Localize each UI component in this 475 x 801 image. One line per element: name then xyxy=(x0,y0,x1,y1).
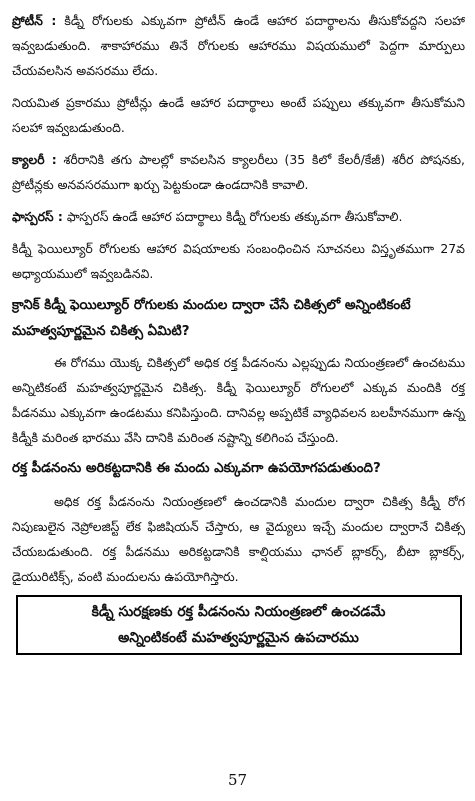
calorie-term: క్యాలరీ : xyxy=(12,152,57,167)
calorie-paragraph xyxy=(12,147,465,197)
phosphorus-text: ఫాస్పరస్ ఉండే ఆహార పదార్థాలు కిడ్నీ రోగులకు తక్కువగా తీసుకోవాలి. xyxy=(62,209,403,224)
bp-control-paragraph: ఈ రోగము యొక్క చికిత్సలో అధిక రక్త పీడనంను ఎల్లప్పుడు నియంత్రణలో ఉంచటము అన్నిటికంటే మహత్వపూర్ణమైన చికిత్స. కిడ్నీ ఫెయిల్యూర్ రోగులలో ఎక్కువ మందికి రక్త పీడనము ఎక్కువగా ఉండటము కనిపిస్తుంది. దానివల్ల అప్పటికే వ్యాధివలన బలహీనముగా ఉన్న కిడ్నీకి మరింత భారము వేసి దానికి మరింత నష్టాన్ని కలిగింప చేస్తుంది. xyxy=(12,355,465,445)
calorie-text: శరీరానికి తగు పాలల్లో కావలసిన క్యాలరీలు (35 కిలో కేలరీ/కేజీ) శరీర పోషనకు, ప్రోటీన్లకు అనవసరముగా ఖర్చు పెట్టకుండా ఉండదానికి కావాలి. xyxy=(12,152,465,192)
key-message-line-1: కిడ్నీ సురక్షణకు రక్త పీడనంను నియంత్రణలో ఉంచడమే xyxy=(91,604,386,620)
diet-reference-paragraph: కిడ్నీ ఫెయిల్యూర్ రోగులకు ఆహార విషయాలకు సంబంధించిన సూచనలు విస్తృతముగా 27వ అధ్యాయములో ఇవ్వబడినవి. xyxy=(12,241,465,281)
key-message-line-2: అన్నింటికంటే మహత్వపూర్ణమైన ఉపచారము xyxy=(118,630,359,646)
bp-medicine-question-heading: రక్త పీడనంను అరికట్టదానికి ఈ మందు ఎక్కువగా ఉపయోగపడుతుంది? xyxy=(12,461,381,476)
phosphorus-paragraph xyxy=(12,204,465,229)
key-message-box xyxy=(16,595,462,655)
page-number: 57 xyxy=(227,771,248,789)
bp-medicines-paragraph: అధిక రక్త పీడనంను నియంత్రణలో ఉంచడానికి మందుల ద్వారా చికిత్స కిడ్నీ రోగ నిపుణులైన నెప్రోలజిస్ట్ లేక ఫిజిషియన్ చేస్తారు, ఆ వైద్యులు ఇచ్చే మందుల ద్వారానే చికిత్స చేయబడుతుంది. రక్త పీడనము అరికట్టడానికి కాల్షియము ఛానల్ బ్లాకర్స్, బీటా బ్లాకర్స్, డైయురిటిక్స్, వంటి మందులను ఉపయోగిస్తారు. xyxy=(12,494,465,584)
protein-limit-paragraph: నియమిత ప్రకారము ప్రోటీన్లు ఉండే ఆహార పదార్థాలు అంటే పప్పులు తక్కువగా తీసుకోమని సలహా ఇవ్వబడుతుంది. xyxy=(12,95,465,135)
protein-text: కిడ్నీ రోగులకు ఎక్కువగా ప్రోటీన్ ఉండే ఆహార పదార్థాలను తీసుకోవద్దని సలహా ఇవ్వబడుతుంది. శాకాహారము తినే రోగులకు ఆహారము విషయములో పెద్దగా మార్పులు చేయవలసిన అవసరము లేదు. xyxy=(12,13,465,78)
protein-paragraph xyxy=(12,8,465,83)
most-important-treatment-heading: క్రానిక్ కిడ్నీ ఫెయిల్యూర్ రోగులకు మందుల ద్వారా చేసే చికిత్సలో అన్నింటికంటే మహత్వపూర్ణమైన చికిత్స ఏమిటి? xyxy=(12,298,411,339)
protein-term: ప్రోటీన్ : xyxy=(12,13,57,28)
phosphorus-term: ఫాస్పరస్ : xyxy=(12,209,63,224)
